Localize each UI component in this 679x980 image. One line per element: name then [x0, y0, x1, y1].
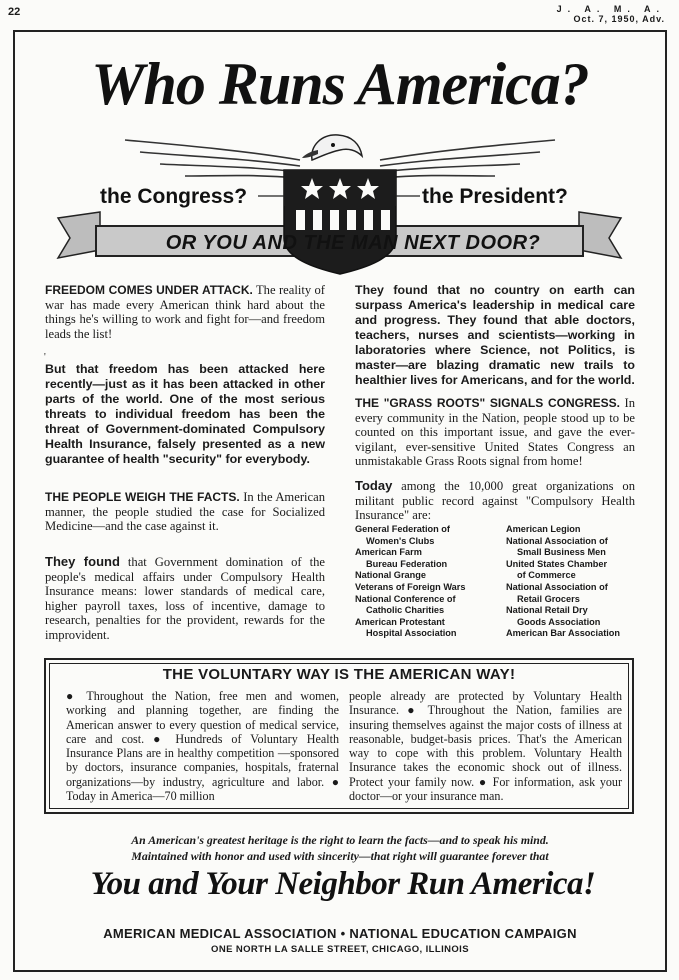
banner-text: OR YOU AND THE MAN NEXT DOOR?: [165, 232, 541, 254]
org-item: National Association of Retail Grocers: [506, 581, 608, 604]
text-they-found: that Government domination of the people's medical affairs under Compulsory Health Insurance means: lower standards of medical care, higher payroll taxes, loss of incentive, damage to research, penalties for the provident, rewards for the improvident.: [45, 555, 325, 642]
lead-weigh-facts: THE PEOPLE WEIGH THE FACTS.: [45, 490, 240, 504]
sponsor-name: AMERICAN MEDICAL ASSOCIATION • NATIONAL EDUCATION CAMPAIGN: [103, 926, 577, 941]
paragraph-today: [355, 479, 635, 523]
paragraph-freedom: [45, 283, 325, 341]
left-column: [45, 283, 325, 341]
closing-statement: [40, 832, 640, 864]
issue-date: Oct. 7, 1950, Adv.: [573, 14, 665, 24]
lead-they-found: They found: [45, 554, 120, 569]
paragraph-leadership: They found that no country on earth can surpass America's leadership in medical care and progress. They found that able doctors, teachers, nurses and scientists—working in laboratories where Science, not Politics, is master—are blazing dramatic new trails to healthier lives for Americans, and for the world.: [355, 283, 635, 387]
headline: Who Runs America?: [91, 51, 589, 117]
sponsor-address: ONE NORTH LA SALLE STREET, CHICAGO, ILLINOIS: [211, 944, 469, 955]
text-freedom: The reality of war has made every American think hard about the things he's willing to work and fight for—and freedom leads the list!: [45, 283, 325, 341]
question-congress: the Congress?: [100, 185, 248, 208]
org-item: National Retail Dry Goods Association: [506, 605, 601, 627]
org-item: American Bar Association: [506, 628, 621, 639]
tagline: You and Your Neighbor Run America!: [90, 866, 596, 902]
voluntary-way-col-right: people already are protected by Voluntary Health Insurance. ● Throughout the Nation, families are insuring themselves against the major costs of illness at reasonable, budget-basis prices. That's the American way to cope with this problem. Voluntary Health Insurance takes the economic shock out of illness. Protect your family now. ● For information, ask your doctor—or your insurance man.: [349, 689, 622, 804]
journal-name: J. A. M. A.: [556, 4, 665, 14]
org-item: National Association of Small Business Men: [506, 535, 608, 558]
paragraph-grass-roots: [355, 396, 635, 469]
question-president: the President?: [422, 185, 568, 208]
lead-freedom: FREEDOM COMES UNDER ATTACK.: [45, 283, 253, 297]
paragraph-weigh-facts: [45, 490, 325, 534]
org-item: Veterans of Foreign Wars: [355, 581, 466, 592]
closing-line-2: Maintained with honor and used with sincerity—that right will guarantee forever that: [131, 849, 549, 863]
organizations-left: [355, 524, 505, 640]
text-grass-roots: In every community in the Nation, people stood up to be counted on this important issue, and gave the ever-vigilant, ever-sensitive United States Congress an unmistakable Grass Roots signal from home!: [355, 396, 635, 469]
org-item: American Protestant Hospital Association: [355, 616, 457, 639]
voluntary-way-box: [44, 658, 634, 814]
stray-mark: ': [44, 352, 46, 363]
voluntary-way-col-left: ● Throughout the Nation, free men and women, working and planning together, are finding the American answer to every question of medical service, care and cost. ● Hundreds of Voluntary Health Insurance Plans are in healthy competition —sponsored by doctors, insurance companies, hospitals, fraternal organizations—by industry, agriculture and labor. ● Today in America—70 million: [66, 689, 339, 804]
org-item: United States Chamber of Commerce: [506, 558, 608, 581]
text-today: among the 10,000 great organizations on militant public record against "Compulsory Health Insurance" are:: [355, 479, 635, 523]
text-weigh-facts: In the American manner, the people studied the case for Socialized Medicine—and the case against it.: [45, 490, 325, 534]
lead-grass-roots: THE "GRASS ROOTS" SIGNALS CONGRESS.: [355, 396, 620, 410]
org-item: General Federation of Women's Clubs: [355, 524, 450, 546]
paragraph-they-found: [45, 555, 325, 643]
closing-line-1: An American's greatest heritage is the right to learn the facts—and to speak his mind.: [131, 833, 549, 847]
org-item: National Grange: [355, 570, 426, 581]
org-item: National Conference of Catholic Charities: [355, 593, 456, 616]
page-number: 22: [8, 6, 21, 18]
org-item: American Farm Bureau Federation: [355, 547, 448, 569]
organizations-right: [506, 524, 646, 640]
lead-today: Today: [355, 478, 393, 493]
org-item: American Legion: [506, 524, 581, 534]
voluntary-way-title: THE VOLUNTARY WAY IS THE AMERICAN WAY!: [162, 666, 516, 683]
paragraph-attack: But that freedom has been attacked here recently—just as it has been attacked in other parts of the world. One of the most serious threats to individual freedom has been the threat of Government-dominated Compulsory Health Insurance, falsely presented as a new guarantee of health "security" for everybody.: [45, 362, 325, 466]
